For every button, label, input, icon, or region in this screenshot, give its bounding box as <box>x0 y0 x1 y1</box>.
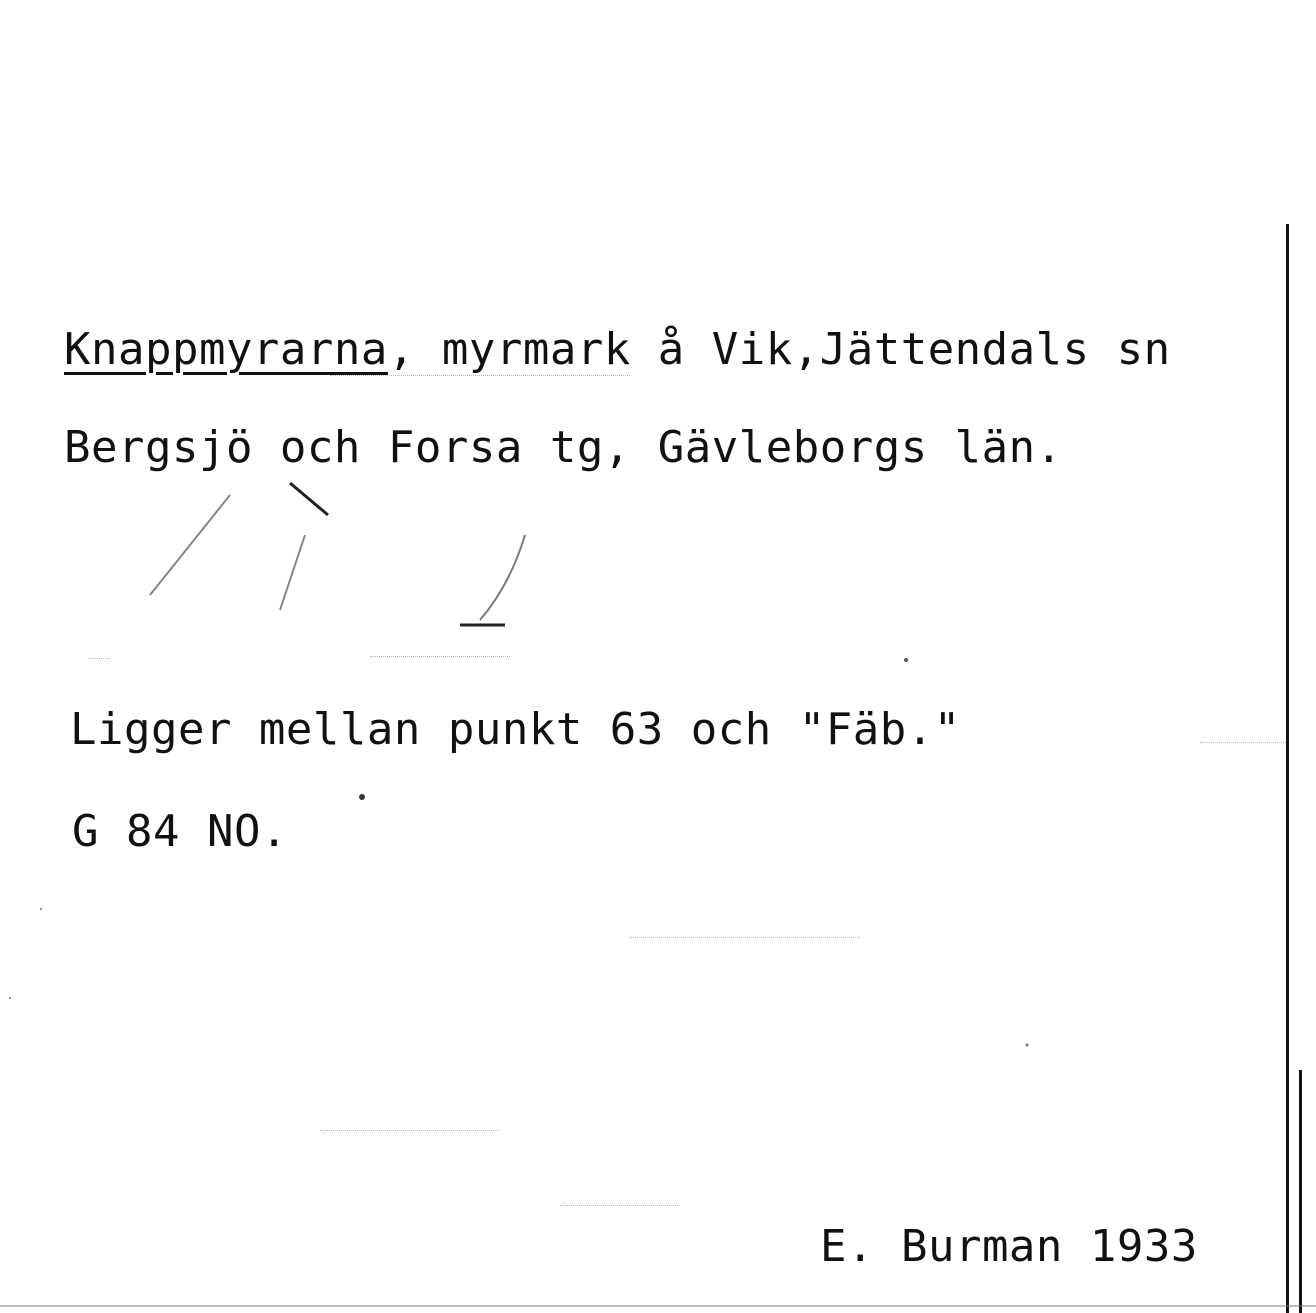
grave-accent-mark <box>290 483 328 515</box>
entry-description: , myrmark å Vik,Jättendals sn <box>387 324 1171 375</box>
faint-rule <box>1200 742 1286 743</box>
faint-rule <box>330 375 630 376</box>
headword: Knappmyrarna <box>64 324 388 375</box>
faint-rule <box>320 1130 500 1131</box>
handwritten-pronunciation <box>130 475 810 645</box>
faint-rule <box>370 656 510 657</box>
entry-line-2: Bergsjö och Forsa tg, Gävleborgs län. <box>64 422 1063 473</box>
card-right-border-inner <box>1299 1070 1302 1313</box>
faint-rule <box>630 937 860 938</box>
card-right-border <box>1286 224 1289 1313</box>
card-bottom-edge <box>0 1305 1316 1307</box>
long-stroke <box>150 495 230 595</box>
entry-line-3: Ligger mellan punkt 63 och "Fäb." <box>70 704 961 755</box>
faint-rule <box>560 1205 680 1206</box>
entry-line-1 <box>64 324 1171 375</box>
descender-stroke <box>480 535 525 620</box>
signature: E. Burman 1933 <box>820 1221 1198 1272</box>
faint-rule <box>90 658 110 659</box>
long-stroke <box>280 535 305 610</box>
handwritten-text: knåpmyren <box>142 492 588 582</box>
entry-line-4: G 84 NO. <box>72 806 288 857</box>
